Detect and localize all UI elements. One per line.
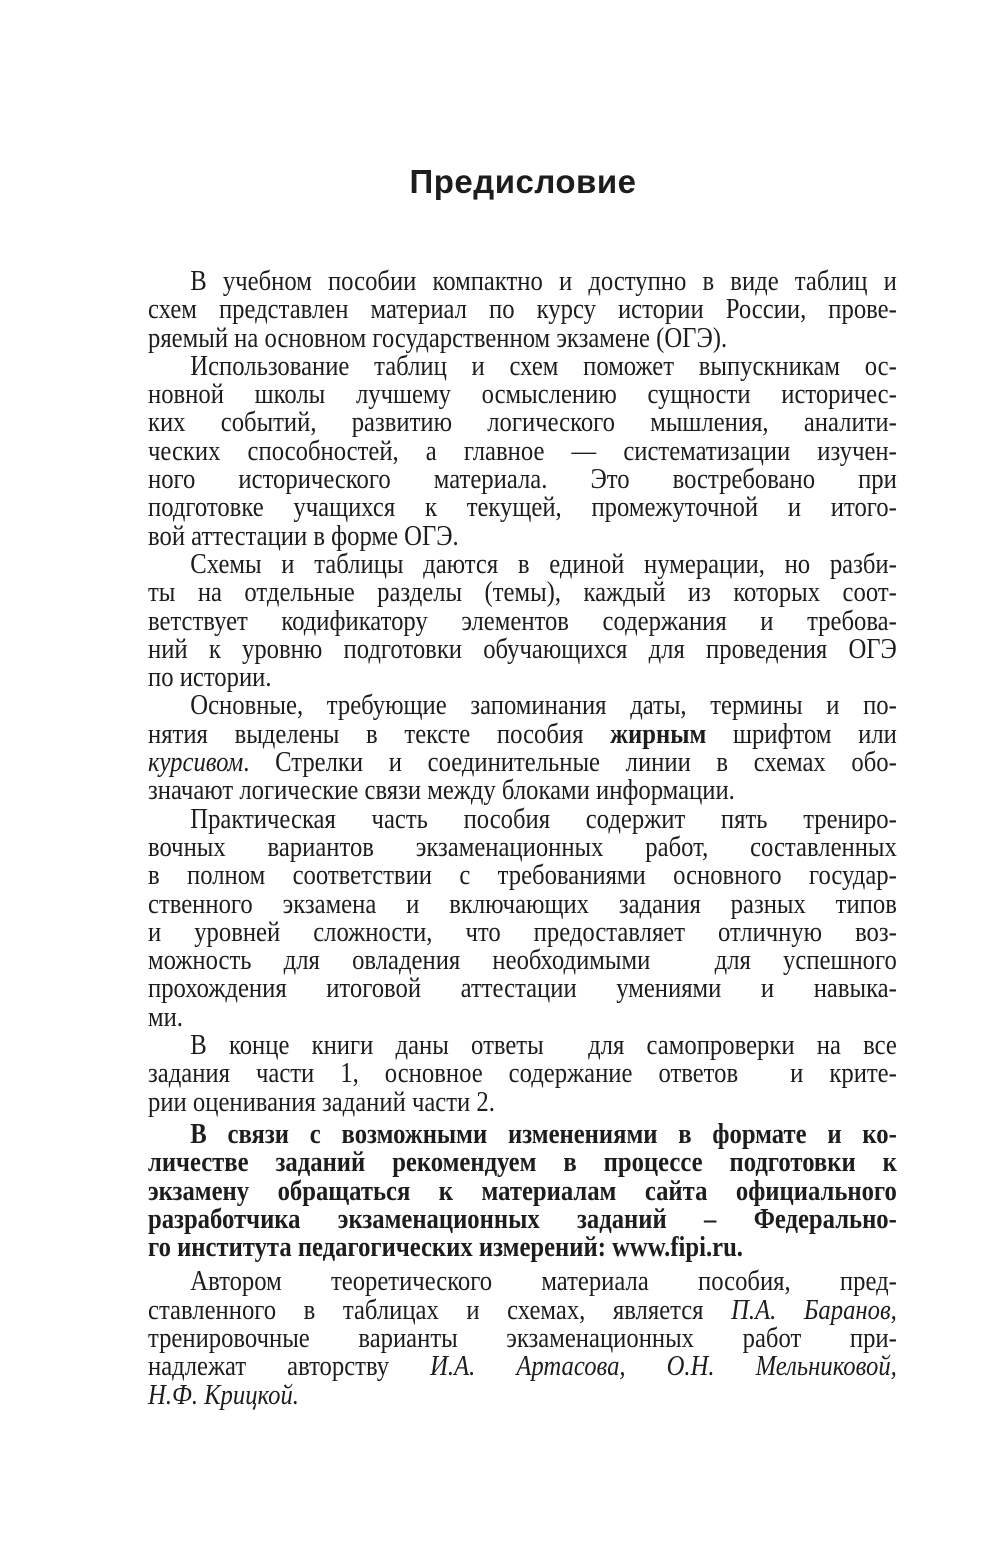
text-line (148, 777, 897, 805)
text-segment: Практическая часть пособия содержит пять трениро- (190, 803, 897, 835)
paragraph (148, 1268, 897, 1409)
text-segment: ряемый на основном государственном экзамене (ОГЭ). (148, 322, 728, 354)
text-line (148, 1234, 897, 1262)
text-line (148, 494, 897, 522)
text-segment: В конце книги даны ответы для самопроверки на все (190, 1030, 897, 1062)
text-line (148, 1379, 897, 1411)
italic-term: И.А. Артасова, (430, 1351, 626, 1383)
text-segment: подготовке учащихся к текущей, промежуточной и итого- (148, 492, 897, 524)
paragraph (148, 268, 897, 353)
text-segment: го института педагогических измерений: www.fipi.ru. (148, 1232, 743, 1264)
paragraph (148, 803, 897, 1033)
text-segment: ставленного в таблицах и схемах, является (148, 1294, 732, 1326)
text-segment: ственного экзамена и включающих задания разных типов (148, 888, 897, 920)
text-segment: . Стрелки и соединительные линии в схемах обо- (243, 747, 897, 779)
text-line (148, 749, 897, 777)
text-line (148, 548, 897, 580)
text-segment: В учебном пособии компактно и доступно в виде таблиц и (190, 266, 897, 297)
text-segment: разработчика экзаменационных заданий – Федерально- (148, 1203, 897, 1235)
text-line (148, 1118, 897, 1150)
text-segment: схем представлен материал по курсу истории России, прове- (148, 294, 897, 326)
text-line (148, 466, 897, 494)
text-line (148, 888, 897, 920)
paragraph (148, 692, 897, 805)
text-segment: значают логические связи между блоками информации. (148, 775, 735, 807)
paragraph-bold-notice (148, 1118, 897, 1264)
text-line (148, 1086, 897, 1118)
text-segment: ты на отдельные разделы (темы), каждый из которых соот- (148, 577, 897, 609)
italic-term: О.Н. Мельниковой, (666, 1351, 897, 1383)
text-line (148, 1322, 897, 1354)
text-segment: можность для овладения необходимыми для успешного (148, 945, 897, 977)
text-segment: и уровней сложности, что предоставляет отличную воз- (148, 916, 897, 948)
text-segment: новной школы лучшему осмыслению сущности историчес- (148, 379, 897, 411)
text-segment: вой аттестации в форме ОГЭ. (148, 520, 459, 552)
text-line (148, 579, 897, 607)
text-segment: В связи с возможными изменениями в формате и ко- (190, 1118, 897, 1150)
text-line (148, 605, 897, 637)
preface-text (148, 268, 897, 1410)
paragraph (148, 350, 897, 552)
text-line (148, 350, 897, 382)
text-line (148, 1060, 897, 1088)
text-line (148, 268, 897, 296)
text-line (148, 296, 897, 324)
text-line (148, 1294, 897, 1326)
paragraph (148, 1032, 897, 1117)
italic-term: курсивом (148, 747, 244, 779)
text-segment: ний к уровню подготовки обучающихся для проведения ОГЭ (148, 633, 897, 665)
text-line (148, 1353, 897, 1381)
page-title: Предисловие (409, 163, 637, 200)
italic-term: Н.Ф. Крицкой. (148, 1379, 299, 1411)
text-line (148, 803, 897, 835)
text-line (148, 1175, 897, 1207)
text-segment: ного исторического материала. Это востребовано при (148, 464, 897, 496)
text-segment: в полном соответствии с требованиями основного государ- (148, 860, 897, 892)
text-line (148, 862, 897, 890)
text-line (148, 718, 897, 750)
text-line (148, 692, 897, 720)
text-segment: Основные, требующие запоминания даты, термины и по- (190, 690, 897, 722)
italic-term: П.А. Баранов, (731, 1294, 897, 1326)
text-segment: ветствует кодификатору элементов содержания и требова- (148, 605, 897, 637)
text-line (148, 664, 897, 692)
text-segment: прохождения итоговой аттестации умениями и навыка- (148, 973, 897, 1005)
text-segment: Схемы и таблицы даются в единой нумерации, но разби- (190, 548, 897, 580)
text-segment: по истории. (148, 662, 272, 694)
text-line (148, 322, 897, 354)
text-line (148, 633, 897, 665)
text-line (148, 831, 897, 863)
text-line (148, 520, 897, 552)
text-line (148, 1268, 897, 1296)
text-segment: задания части 1, основное содержание ответов и крите- (148, 1058, 897, 1090)
text-segment: Автором теоретического материала пособия, пред- (190, 1266, 897, 1298)
text-line (148, 916, 897, 948)
text-line (148, 975, 897, 1003)
text-line (148, 435, 897, 467)
text-line (148, 409, 897, 437)
text-segment: тренировочные варианты экзаменационных работ при- (148, 1322, 897, 1354)
text-line (148, 1001, 897, 1033)
text-segment (626, 1351, 667, 1382)
text-line (148, 1149, 897, 1177)
paragraph (148, 548, 897, 694)
text-line (148, 947, 897, 975)
text-segment: нятия выделены в тексте пособия (148, 718, 611, 750)
text-segment: Использование таблиц и схем поможет выпускникам ос- (190, 350, 897, 382)
text-line (148, 381, 897, 409)
text-segment: надлежат авторству (148, 1351, 431, 1383)
text-segment: ких событий, развитию логического мышления, аналити- (148, 407, 897, 439)
text-segment: вочных вариантов экзаменационных работ, составленных (148, 831, 897, 863)
text-segment: ческих способностей, а главное — систематизации изучен- (148, 435, 897, 467)
text-segment: экзамену обращаться к материалам сайта официального (148, 1175, 897, 1207)
text-segment: ми. (148, 1001, 183, 1033)
text-segment: личестве заданий рекомендуем в процессе подготовки к (148, 1147, 897, 1179)
text-segment: шрифтом или (706, 718, 897, 750)
bold-term: жирным (610, 718, 707, 750)
text-segment: рии оценивания заданий части 2. (148, 1086, 495, 1118)
text-line (148, 1032, 897, 1060)
text-line (148, 1203, 897, 1235)
